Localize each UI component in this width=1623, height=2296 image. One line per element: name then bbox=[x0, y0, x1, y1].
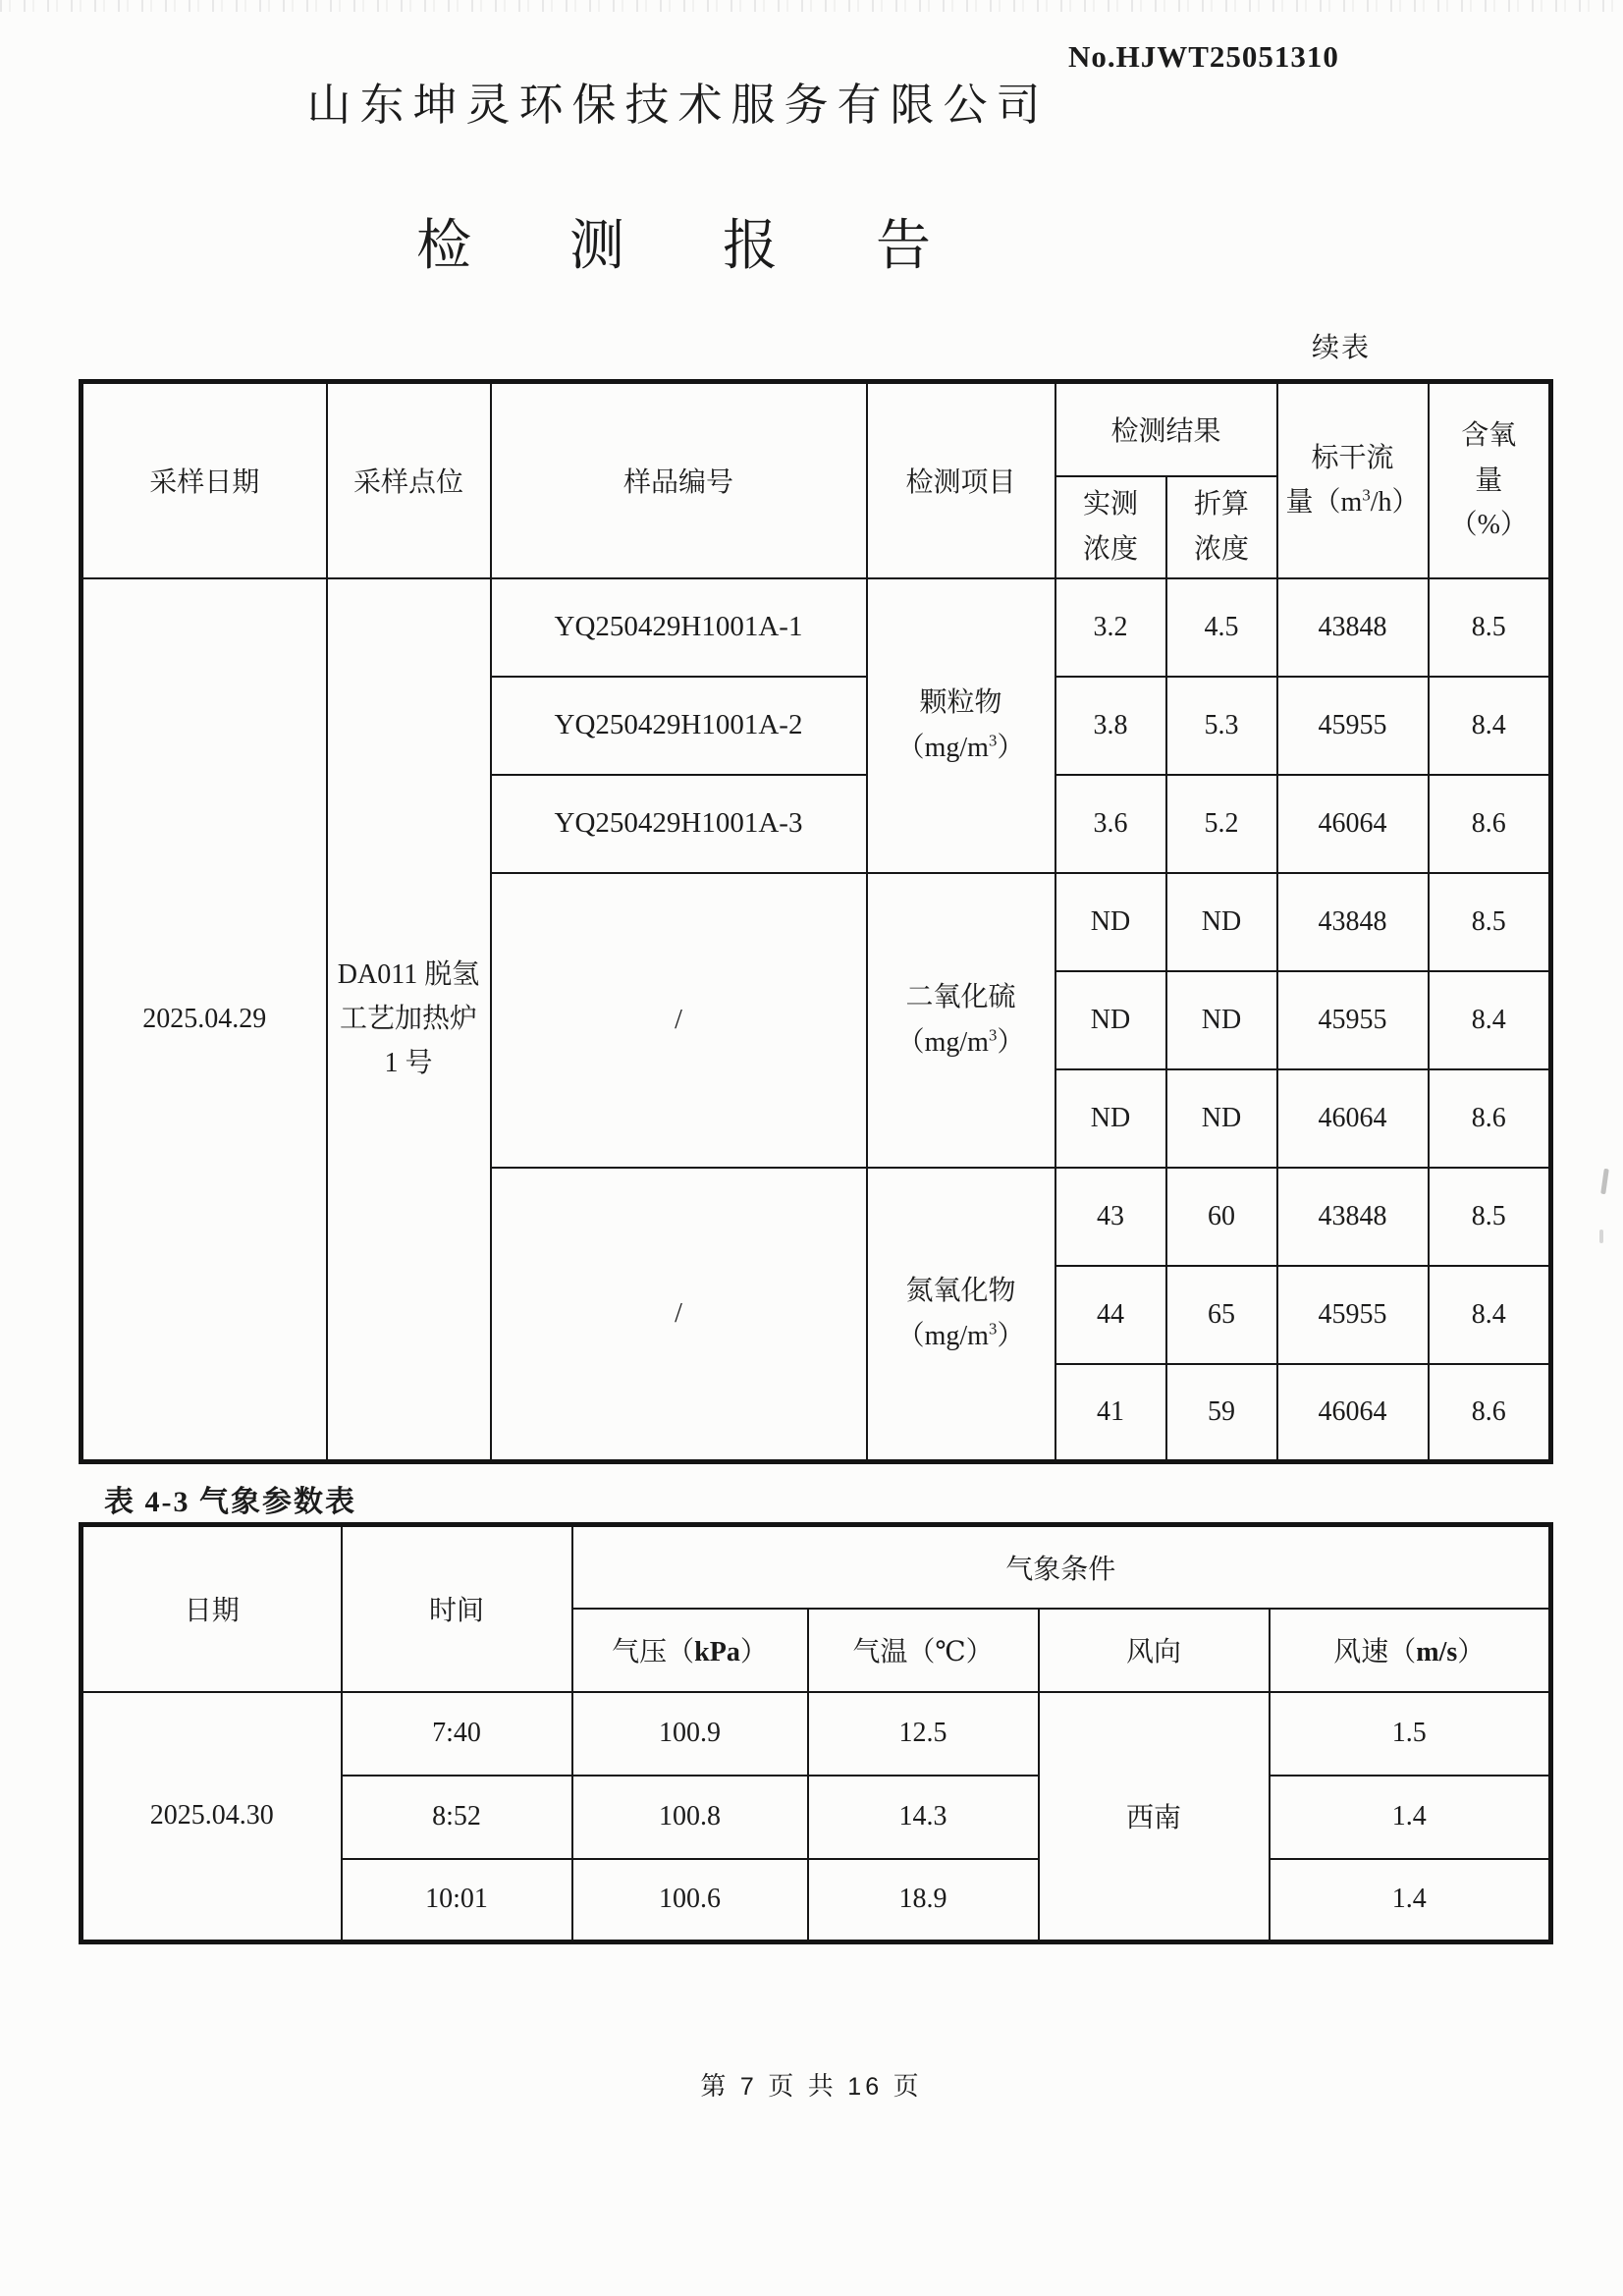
sample-code-merged-cell: / bbox=[491, 1168, 867, 1462]
pressure-cell: 100.8 bbox=[572, 1776, 808, 1859]
header-flow bbox=[1277, 382, 1429, 578]
converted-value-cell: 60 bbox=[1166, 1168, 1277, 1266]
continued-table-label: 续表 bbox=[1312, 333, 1372, 363]
oxygen-value-cell: 8.5 bbox=[1429, 873, 1551, 971]
weather-table bbox=[79, 1522, 1553, 1944]
temperature-cell: 18.9 bbox=[808, 1859, 1039, 1942]
time-cell: 8:52 bbox=[342, 1776, 572, 1859]
pressure-cell: 100.9 bbox=[572, 1692, 808, 1776]
page-footer: 第 7 页 共 16 页 bbox=[700, 2072, 923, 2101]
header-sample-code: 样品编号 bbox=[491, 382, 867, 578]
converted-value-cell: ND bbox=[1166, 1069, 1277, 1168]
header-pressure: 气压（kPa） bbox=[572, 1609, 808, 1692]
report-number: No.HJWT25051310 bbox=[1068, 39, 1339, 74]
header-converted-concentration: 折算 浓度 bbox=[1166, 476, 1277, 578]
flow-value-cell: 46064 bbox=[1277, 775, 1429, 873]
flow-value-cell: 43848 bbox=[1277, 578, 1429, 677]
company-name bbox=[0, 69, 1347, 133]
header-wind-speed: 风速（m/s） bbox=[1270, 1609, 1551, 1692]
weather-table-caption: 表 4-3 气象参数表 bbox=[104, 1486, 356, 1518]
oxygen-value-cell: 8.4 bbox=[1429, 677, 1551, 775]
wind-speed-cell: 1.4 bbox=[1270, 1859, 1551, 1942]
converted-value-cell: ND bbox=[1166, 873, 1277, 971]
converted-value-cell: 59 bbox=[1166, 1364, 1277, 1462]
header-sample-date: 采样日期 bbox=[81, 382, 327, 578]
header-test-item: 检测项目 bbox=[867, 382, 1055, 578]
table-row bbox=[81, 578, 1551, 677]
flow-value-cell: 46064 bbox=[1277, 1069, 1429, 1168]
results-header-row-1 bbox=[81, 382, 1551, 476]
test-item-cell-so2: 二氧化硫 $(mg/m^3)$ bbox=[867, 873, 1055, 1168]
results-table bbox=[79, 379, 1553, 1464]
flow-value-cell: 46064 bbox=[1277, 1364, 1429, 1462]
oxygen-value-cell: 8.5 bbox=[1429, 1168, 1551, 1266]
company-name-text: 山东坤灵环保技术服务有限公司 bbox=[306, 81, 1050, 130]
converted-value-cell: 4.5 bbox=[1166, 578, 1277, 677]
header-measured-concentration: 实测 浓度 bbox=[1055, 476, 1166, 578]
converted-value-cell: 5.2 bbox=[1166, 775, 1277, 873]
temperature-cell: 14.3 bbox=[808, 1776, 1039, 1859]
pressure-cell: 100.6 bbox=[572, 1859, 808, 1942]
oxygen-value-cell: 8.6 bbox=[1429, 1069, 1551, 1168]
scan-edge-mark bbox=[1599, 1230, 1603, 1243]
measured-value-cell: 3.2 bbox=[1055, 578, 1166, 677]
header-flow-line2: 量$(m^3/h)$ bbox=[1285, 485, 1420, 519]
oxygen-value-cell: 8.4 bbox=[1429, 971, 1551, 1069]
header-temperature: 气温（℃） bbox=[808, 1609, 1039, 1692]
page-title bbox=[0, 202, 1347, 281]
weather-header-row-1 bbox=[81, 1525, 1551, 1609]
sample-code-cell: YQ250429H1001A-2 bbox=[491, 677, 867, 775]
oxygen-value-cell: 8.6 bbox=[1429, 775, 1551, 873]
sample-code-cell: YQ250429H1001A-3 bbox=[491, 775, 867, 873]
test-item-cell-nox: 氮氧化物 $(mg/m^3)$ bbox=[867, 1168, 1055, 1462]
measured-value-cell: 3.8 bbox=[1055, 677, 1166, 775]
scan-noise-artifact bbox=[0, 0, 1623, 12]
header-time: 时间 bbox=[342, 1525, 572, 1692]
table-row bbox=[81, 1692, 1551, 1776]
header-flow-line1: 标干流 bbox=[1311, 442, 1394, 473]
oxygen-value-cell: 8.6 bbox=[1429, 1364, 1551, 1462]
header-sample-point: 采样点位 bbox=[327, 382, 491, 578]
measured-value-cell: 41 bbox=[1055, 1364, 1166, 1462]
sample-date-cell: 2025.04.29 bbox=[81, 578, 327, 1462]
test-item-cell-particulate: 颗粒物 $(mg/m^3)$ bbox=[867, 578, 1055, 873]
header-wind-direction: 风向 bbox=[1039, 1609, 1270, 1692]
scan-edge-mark bbox=[1600, 1169, 1609, 1194]
oxygen-value-cell: 8.4 bbox=[1429, 1266, 1551, 1364]
flow-value-cell: 43848 bbox=[1277, 1168, 1429, 1266]
flow-value-cell: 45955 bbox=[1277, 971, 1429, 1069]
converted-value-cell: 65 bbox=[1166, 1266, 1277, 1364]
weather-date-cell: 2025.04.30 bbox=[81, 1692, 342, 1942]
converted-value-cell: ND bbox=[1166, 971, 1277, 1069]
sample-code-cell: YQ250429H1001A-1 bbox=[491, 578, 867, 677]
flow-value-cell: 45955 bbox=[1277, 677, 1429, 775]
oxygen-value-cell: 8.5 bbox=[1429, 578, 1551, 677]
header-date: 日期 bbox=[81, 1525, 342, 1692]
converted-value-cell: 5.3 bbox=[1166, 677, 1277, 775]
measured-value-cell: 43 bbox=[1055, 1168, 1166, 1266]
sample-point-cell: DA011 脱氢 工艺加热炉 1 号 bbox=[327, 578, 491, 1462]
flow-value-cell: 43848 bbox=[1277, 873, 1429, 971]
flow-value-cell: 45955 bbox=[1277, 1266, 1429, 1364]
sample-code-merged-cell: / bbox=[491, 873, 867, 1168]
measured-value-cell: ND bbox=[1055, 873, 1166, 971]
measured-value-cell: ND bbox=[1055, 1069, 1166, 1168]
time-cell: 7:40 bbox=[342, 1692, 572, 1776]
header-result-group: 检测结果 bbox=[1055, 382, 1277, 476]
wind-direction-cell: 西南 bbox=[1039, 1692, 1270, 1942]
time-cell: 10:01 bbox=[342, 1859, 572, 1942]
page-title-text: 检测报告 bbox=[416, 216, 1029, 277]
temperature-cell: 12.5 bbox=[808, 1692, 1039, 1776]
measured-value-cell: 3.6 bbox=[1055, 775, 1166, 873]
measured-value-cell: ND bbox=[1055, 971, 1166, 1069]
wind-speed-cell: 1.5 bbox=[1270, 1692, 1551, 1776]
header-weather-condition-group: 气象条件 bbox=[572, 1525, 1551, 1609]
measured-value-cell: 44 bbox=[1055, 1266, 1166, 1364]
wind-speed-cell: 1.4 bbox=[1270, 1776, 1551, 1859]
header-oxygen: 含氧 量 （%） bbox=[1429, 382, 1551, 578]
